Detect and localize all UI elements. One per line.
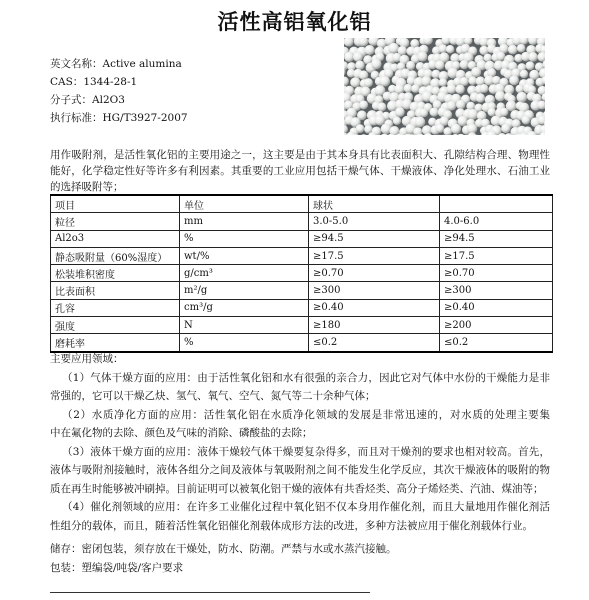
storage-text: 储存：密闭包装，须存放在干燥处，防水、防潮。严禁与水或水蒸汽接触。	[50, 543, 397, 555]
spec-table	[50, 194, 553, 353]
table-cell: ≤0.2	[440, 334, 553, 352]
applications-section	[50, 350, 571, 535]
table-cell: ≥0.70	[309, 265, 440, 282]
table-cell	[440, 195, 553, 213]
table-cell: 强度	[51, 317, 180, 334]
table-cell: ≥17.5	[440, 247, 553, 264]
bottom-divider	[50, 592, 370, 593]
table-cell: 比表面积	[51, 282, 180, 299]
table-cell: 球状	[309, 195, 440, 213]
table-row	[51, 213, 553, 230]
table-row	[51, 317, 553, 334]
table-cell: 孔容	[51, 299, 180, 316]
table-cell: ≥180	[309, 317, 440, 334]
table-cell: g/cm³	[180, 265, 309, 282]
applications-heading: 主要应用领域：	[50, 353, 124, 365]
info-formula: 分子式：Al2O3	[50, 94, 125, 106]
table-cell: ≥94.5	[309, 230, 440, 247]
table-cell: ≥94.5	[440, 230, 553, 247]
table-cell: 静态吸附量（60%湿度）	[51, 247, 180, 264]
table-cell: ≥0.70	[440, 265, 553, 282]
table-cell: ≥17.5	[309, 247, 440, 264]
table-cell: ≥300	[309, 282, 440, 299]
table-row	[51, 299, 553, 316]
table-cell: Al2o3	[51, 230, 180, 247]
info-standard: 执行标准：HG/T3927-2007	[50, 112, 188, 124]
table-row	[51, 334, 553, 352]
table-cell: 项目	[51, 195, 180, 213]
table-cell: wt/%	[180, 247, 309, 264]
info-cas: CAS：1344-28-1	[50, 76, 138, 88]
table-cell: 4.0-6.0	[440, 213, 553, 230]
table-row	[51, 247, 553, 264]
application-item: （4）催化剂领域的应用：在许多工业催化过程中氧化铝不仅本身用作催化剂，而且大量地用作催化剂活性组分的载体，而且，随着活性氧化铝催化剂载体成形方法的改进，多种方法被应用于催化剂载体行业。	[50, 501, 550, 532]
table-cell: ≥200	[440, 317, 553, 334]
page-title: 活性高铝氧化铝	[217, 9, 372, 34]
table-row	[51, 230, 553, 247]
application-item: （3）液体干燥方面的应用：液体干燥较气体干燥要复杂得多，而且对干燥剂的要求也相对较高。首先，液体与吸附剂接触时，液体各组分之间及液体与氧吸附剂之间不能发生化学反应，其次干燥液体的吸附的物质在再生时能够被冲刷掉。目前证明可以被氧化铝干燥的液体有共香烃类、高分子烯烃类、汽油、煤油等；	[50, 445, 550, 495]
table-cell: ≥0.40	[440, 299, 553, 316]
table-cell: m²/g	[180, 282, 309, 299]
table-cell: N	[180, 317, 309, 334]
table-cell: ≥0.40	[309, 299, 440, 316]
table-cell: %	[180, 230, 309, 247]
table-row	[51, 265, 553, 282]
table-cell: mm	[180, 213, 309, 230]
packing-text: 包装：塑编袋/吨袋/客户要求	[50, 561, 184, 574]
table-cell: 单位	[180, 195, 309, 213]
application-item: （2）水质净化方面的应用：活性氧化铝在水质净化领域的发展是非常迅速的，对水质的处理主要集 中在氟化物的去除、颜色及气味的消除、磷酸盐的去除；	[50, 408, 571, 439]
table-cell: 磨耗率	[51, 334, 180, 352]
storage-packing	[50, 540, 397, 577]
table-cell: 粒径	[51, 213, 180, 230]
table-cell: cm³/g	[180, 299, 309, 316]
product-info	[50, 55, 188, 127]
table-cell: 3.0-5.0	[309, 213, 440, 230]
table-cell: ≤0.2	[309, 334, 440, 352]
table-cell: %	[180, 334, 309, 352]
intro-paragraph: 用作吸附剂，是活性氧化铝的主要用途之一，这主要是由于其本身具有比表面积大、孔隙结构合理、物理性能好，化学稳定性好等许多有利因素。其重要的工业应用包括干燥气体、干燥液体、净化处理水、石油工业的选择吸附等；	[50, 149, 550, 193]
table-cell: ≥300	[440, 282, 553, 299]
table-header-row	[51, 195, 553, 213]
table-cell: 松装堆积密度	[51, 265, 180, 282]
info-english-name: 英文名称：Active alumina	[50, 58, 182, 70]
product-photo	[344, 38, 545, 135]
application-item: （1）气体干燥方面的应用：由于活性氧化铝和水有很强的亲合力，因此它对气体中水份的干燥能力是非常强的，它可以干燥乙炔、氢气、氧气、空气、氮气等二十余种气体；	[50, 371, 550, 402]
table-row	[51, 282, 553, 299]
